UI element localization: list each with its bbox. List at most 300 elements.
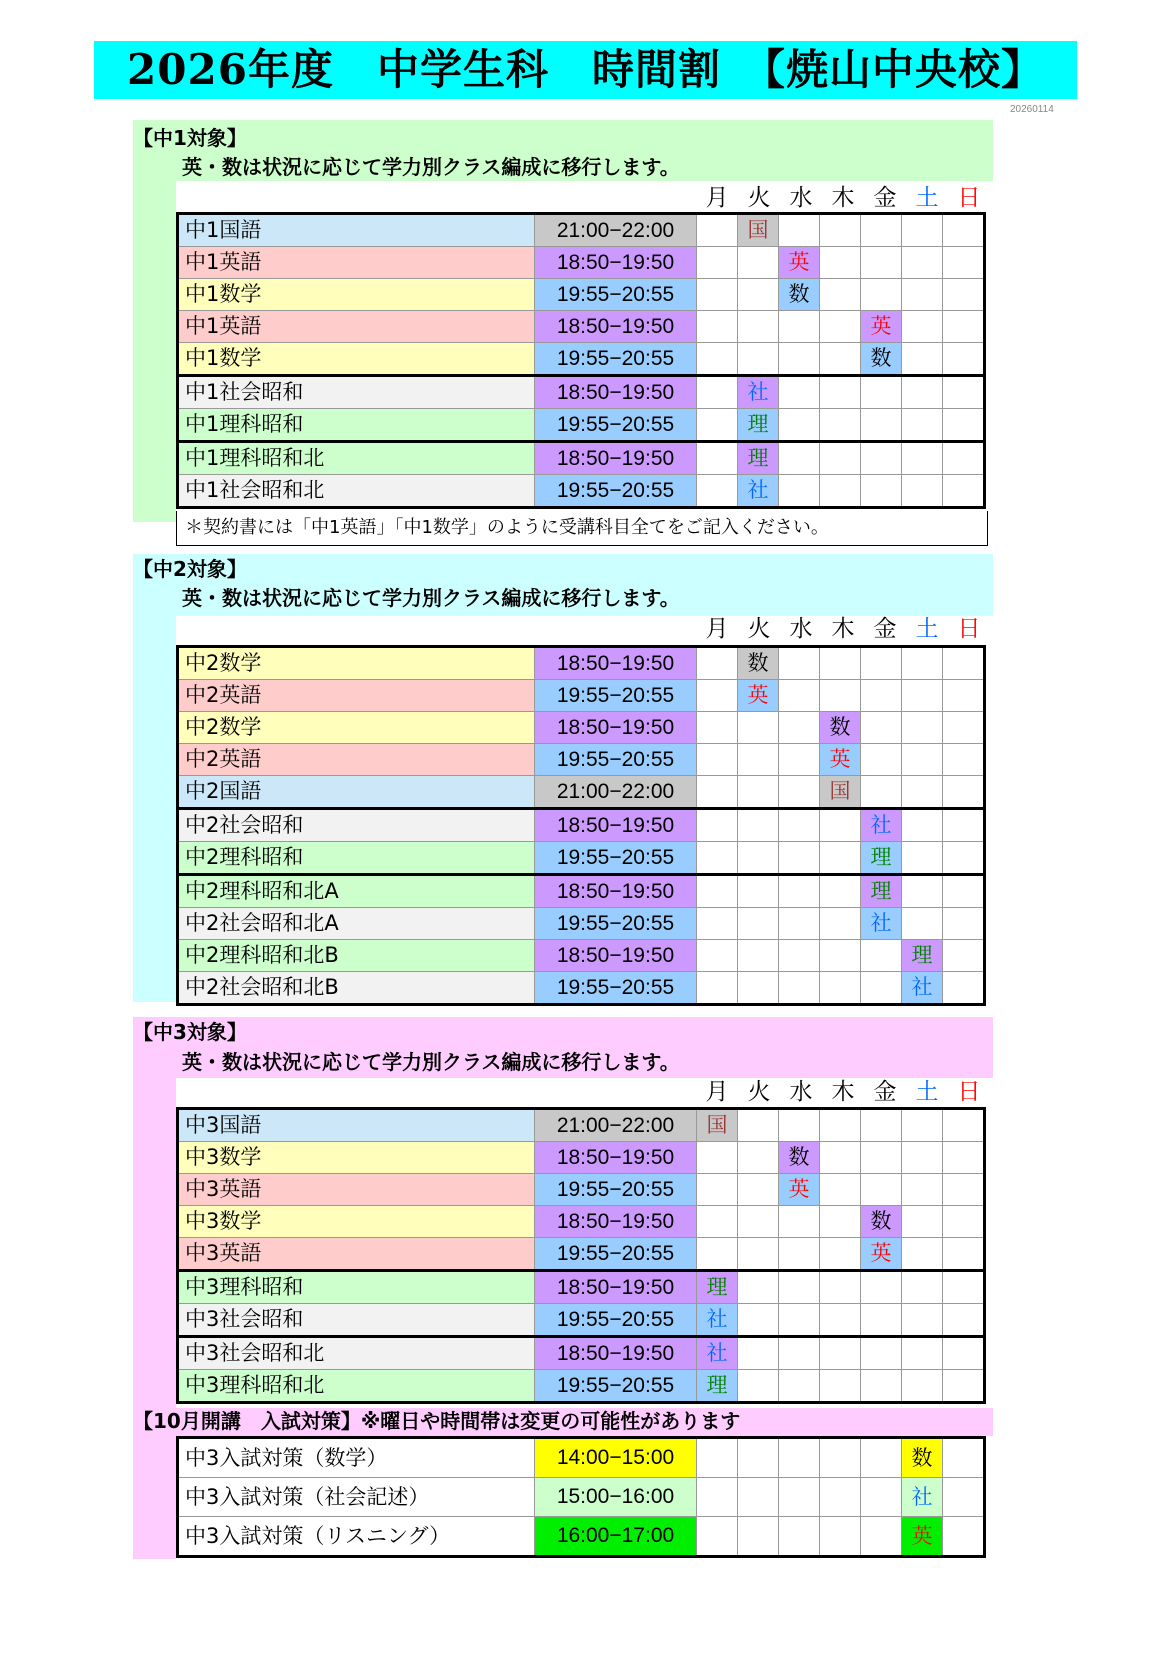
section-header-2: 【中2対象】 xyxy=(133,557,247,581)
course-time: 19:55−20:55 xyxy=(535,1370,697,1403)
day-thu: 木 xyxy=(831,616,855,642)
day-cell xyxy=(697,908,738,940)
day-cell xyxy=(943,972,985,1005)
day-cell xyxy=(697,442,738,475)
course-name: 中2理科昭和北A xyxy=(178,875,535,908)
day-mark: 英 xyxy=(779,247,820,279)
day-mark: 国 xyxy=(738,214,779,247)
day-sun: 日 xyxy=(957,185,981,211)
course-name: 中3英語 xyxy=(178,1238,535,1271)
day-cell xyxy=(943,1238,985,1271)
day-cell xyxy=(861,1337,902,1370)
section-note-1: 英・数は状況に応じて学力別クラス編成に移行します。 xyxy=(182,155,680,179)
table-row xyxy=(178,409,985,442)
day-mark: 社 xyxy=(902,972,943,1005)
day-mark: 社 xyxy=(738,376,779,409)
timetable-grade1 xyxy=(176,212,986,509)
day-cell xyxy=(697,1142,738,1174)
day-cell xyxy=(738,1271,779,1304)
day-cell xyxy=(943,908,985,940)
table-row xyxy=(178,1142,985,1174)
day-mark: 社 xyxy=(697,1337,738,1370)
day-cell xyxy=(943,1517,985,1557)
day-mark: 英 xyxy=(861,1238,902,1271)
course-name: 中1英語 xyxy=(178,247,535,279)
day-mon: 月 xyxy=(705,185,729,211)
day-cell xyxy=(697,279,738,311)
day-cell xyxy=(738,1109,779,1142)
day-cell xyxy=(738,712,779,744)
day-cell xyxy=(697,311,738,343)
day-cell xyxy=(820,1517,861,1557)
day-cell xyxy=(902,1206,943,1238)
day-wed: 水 xyxy=(789,1079,813,1105)
course-time: 19:55−20:55 xyxy=(535,680,697,712)
day-cell xyxy=(779,972,820,1005)
course-name: 中1社会昭和北 xyxy=(178,475,535,508)
day-cell xyxy=(861,1438,902,1478)
course-name: 中2英語 xyxy=(178,744,535,776)
day-cell xyxy=(779,1206,820,1238)
table-row xyxy=(178,809,985,842)
day-cell xyxy=(738,1337,779,1370)
course-time: 18:50−19:50 xyxy=(535,1337,697,1370)
day-cell xyxy=(738,343,779,376)
day-cell xyxy=(779,776,820,809)
day-cell xyxy=(697,712,738,744)
day-mark: 理 xyxy=(738,442,779,475)
day-cell xyxy=(738,1438,779,1478)
day-cell xyxy=(943,409,985,442)
day-cell xyxy=(943,214,985,247)
day-mark: 英 xyxy=(779,1174,820,1206)
day-cell xyxy=(943,680,985,712)
day-cell xyxy=(902,247,943,279)
day-mark: 理 xyxy=(861,842,902,875)
course-time: 19:55−20:55 xyxy=(535,908,697,940)
course-name: 中3社会昭和北 xyxy=(178,1337,535,1370)
timetable-grade3 xyxy=(176,1107,986,1404)
day-cell xyxy=(902,343,943,376)
date-code: 20260114 xyxy=(1010,104,1054,115)
table-row xyxy=(178,1337,985,1370)
day-cell xyxy=(902,1109,943,1142)
day-cell xyxy=(861,409,902,442)
day-cell xyxy=(820,343,861,376)
day-cell xyxy=(861,972,902,1005)
day-mark: 英 xyxy=(820,744,861,776)
course-time: 18:50−19:50 xyxy=(535,875,697,908)
day-cell xyxy=(697,875,738,908)
day-cell xyxy=(779,1238,820,1271)
day-mark: 数 xyxy=(861,343,902,376)
day-cell xyxy=(820,247,861,279)
day-cell xyxy=(820,908,861,940)
day-cell xyxy=(697,1206,738,1238)
table-row xyxy=(178,1517,985,1557)
course-name: 中3入試対策（社会記述） xyxy=(178,1478,535,1517)
day-cell xyxy=(943,247,985,279)
course-name: 中2理科昭和北B xyxy=(178,940,535,972)
day-cell xyxy=(902,842,943,875)
day-mark: 理 xyxy=(738,409,779,442)
day-cell xyxy=(943,1206,985,1238)
day-fri: 金 xyxy=(873,616,897,642)
table-row xyxy=(178,1174,985,1206)
day-cell xyxy=(779,1337,820,1370)
course-time: 19:55−20:55 xyxy=(535,744,697,776)
day-cell xyxy=(902,1370,943,1403)
day-mark: 理 xyxy=(861,875,902,908)
day-cell xyxy=(861,1109,902,1142)
day-cell xyxy=(902,475,943,508)
day-cell xyxy=(820,1238,861,1271)
day-cell xyxy=(779,712,820,744)
day-cell xyxy=(943,809,985,842)
course-time: 18:50−19:50 xyxy=(535,1206,697,1238)
day-cell xyxy=(820,442,861,475)
day-cell xyxy=(902,279,943,311)
day-tue: 火 xyxy=(747,1079,771,1105)
course-name: 中1社会昭和 xyxy=(178,376,535,409)
course-time: 19:55−20:55 xyxy=(535,972,697,1005)
day-cell xyxy=(738,1370,779,1403)
day-thu: 木 xyxy=(831,1079,855,1105)
course-time: 19:55−20:55 xyxy=(535,343,697,376)
table-row xyxy=(178,279,985,311)
day-cell xyxy=(779,1370,820,1403)
day-cell xyxy=(779,214,820,247)
day-cell xyxy=(779,409,820,442)
table-row xyxy=(178,972,985,1005)
day-cell xyxy=(697,809,738,842)
day-cell xyxy=(943,940,985,972)
day-cell xyxy=(861,680,902,712)
course-time: 21:00−22:00 xyxy=(535,214,697,247)
day-cell xyxy=(779,1478,820,1517)
day-cell xyxy=(943,1271,985,1304)
day-cell xyxy=(943,842,985,875)
day-cell xyxy=(861,712,902,744)
day-cell xyxy=(861,1304,902,1337)
day-cell xyxy=(820,1174,861,1206)
course-name: 中2社会昭和北A xyxy=(178,908,535,940)
day-mark: 数 xyxy=(820,712,861,744)
day-mark: 英 xyxy=(738,680,779,712)
day-cell xyxy=(738,279,779,311)
day-cell xyxy=(820,1271,861,1304)
day-cell xyxy=(943,744,985,776)
course-name: 中1数学 xyxy=(178,279,535,311)
table-row xyxy=(178,343,985,376)
day-header-3 xyxy=(696,1077,990,1107)
day-cell xyxy=(779,809,820,842)
day-cell xyxy=(820,1109,861,1142)
table-row xyxy=(178,940,985,972)
day-cell xyxy=(902,311,943,343)
day-cell xyxy=(943,1304,985,1337)
table-row xyxy=(178,1238,985,1271)
table-row xyxy=(178,776,985,809)
table-row xyxy=(178,442,985,475)
day-cell xyxy=(738,1517,779,1557)
day-cell xyxy=(820,279,861,311)
day-cell xyxy=(779,475,820,508)
day-cell xyxy=(738,875,779,908)
day-cell xyxy=(738,1206,779,1238)
section-header-1: 【中1対象】 xyxy=(133,126,247,150)
day-cell xyxy=(697,776,738,809)
day-cell xyxy=(779,442,820,475)
day-cell xyxy=(820,1142,861,1174)
course-time: 18:50−19:50 xyxy=(535,1271,697,1304)
day-cell xyxy=(738,1238,779,1271)
day-cell xyxy=(697,1478,738,1517)
day-mark: 社 xyxy=(738,475,779,508)
course-time: 19:55−20:55 xyxy=(535,1174,697,1206)
day-wed: 水 xyxy=(789,185,813,211)
day-cell xyxy=(861,1478,902,1517)
day-mark: 理 xyxy=(697,1271,738,1304)
day-cell xyxy=(697,376,738,409)
day-cell xyxy=(697,647,738,680)
footnote: ＊契約書には「中1英語」「中1数学」のように受講科目全てをご記入ください。 xyxy=(176,511,988,546)
day-cell xyxy=(820,409,861,442)
day-cell xyxy=(820,376,861,409)
day-mark: 数 xyxy=(738,647,779,680)
day-cell xyxy=(738,311,779,343)
day-mark: 社 xyxy=(697,1304,738,1337)
day-cell xyxy=(779,842,820,875)
day-cell xyxy=(820,1478,861,1517)
day-cell xyxy=(738,809,779,842)
course-name: 中2英語 xyxy=(178,680,535,712)
day-cell xyxy=(902,680,943,712)
table-row xyxy=(178,475,985,508)
day-cell xyxy=(820,647,861,680)
course-name: 中3国語 xyxy=(178,1109,535,1142)
day-mark: 社 xyxy=(902,1478,943,1517)
day-cell xyxy=(861,475,902,508)
day-cell xyxy=(943,442,985,475)
day-cell xyxy=(943,279,985,311)
day-cell xyxy=(738,908,779,940)
day-mark: 英 xyxy=(861,311,902,343)
day-cell xyxy=(779,875,820,908)
day-cell xyxy=(697,972,738,1005)
course-name: 中1英語 xyxy=(178,311,535,343)
day-cell xyxy=(820,475,861,508)
day-mark: 国 xyxy=(820,776,861,809)
day-cell xyxy=(738,776,779,809)
course-name: 中3理科昭和北 xyxy=(178,1370,535,1403)
day-cell xyxy=(738,1142,779,1174)
day-fri: 金 xyxy=(873,185,897,211)
day-cell xyxy=(943,343,985,376)
day-cell xyxy=(861,1174,902,1206)
day-cell xyxy=(943,376,985,409)
course-name: 中2数学 xyxy=(178,712,535,744)
day-mark: 理 xyxy=(697,1370,738,1403)
day-cell xyxy=(902,442,943,475)
course-name: 中3数学 xyxy=(178,1206,535,1238)
section-note-2: 英・数は状況に応じて学力別クラス編成に移行します。 xyxy=(182,586,680,610)
course-time: 16:00−17:00 xyxy=(535,1517,697,1557)
day-cell xyxy=(943,875,985,908)
day-cell xyxy=(902,1142,943,1174)
section-header-3: 【中3対象】 xyxy=(133,1020,247,1044)
table-row xyxy=(178,1271,985,1304)
day-cell xyxy=(820,842,861,875)
day-cell xyxy=(943,1370,985,1403)
day-cell xyxy=(943,1337,985,1370)
course-name: 中1数学 xyxy=(178,343,535,376)
day-fri: 金 xyxy=(873,1079,897,1105)
day-sun: 日 xyxy=(957,616,981,642)
day-mon: 月 xyxy=(705,1079,729,1105)
day-cell xyxy=(697,940,738,972)
day-cell xyxy=(779,1438,820,1478)
day-thu: 木 xyxy=(831,185,855,211)
day-cell xyxy=(820,1337,861,1370)
page-title: 2026年度 中学生科 時間割 【焼山中央校】 xyxy=(94,41,1077,99)
day-cell xyxy=(697,343,738,376)
day-cell xyxy=(779,908,820,940)
day-cell xyxy=(697,409,738,442)
day-cell xyxy=(943,1478,985,1517)
course-name: 中2社会昭和 xyxy=(178,809,535,842)
day-cell xyxy=(697,1174,738,1206)
course-time: 19:55−20:55 xyxy=(535,842,697,875)
course-name: 中3社会昭和 xyxy=(178,1304,535,1337)
day-cell xyxy=(820,940,861,972)
day-cell xyxy=(697,247,738,279)
table-row xyxy=(178,680,985,712)
day-cell xyxy=(943,475,985,508)
day-cell xyxy=(943,1174,985,1206)
day-cell xyxy=(738,972,779,1005)
day-cell xyxy=(902,1174,943,1206)
course-time: 19:55−20:55 xyxy=(535,1304,697,1337)
course-name: 中3入試対策（リスニング） xyxy=(178,1517,535,1557)
course-name: 中2数学 xyxy=(178,647,535,680)
course-name: 中1理科昭和 xyxy=(178,409,535,442)
day-cell xyxy=(820,875,861,908)
day-tue: 火 xyxy=(747,185,771,211)
day-cell xyxy=(820,311,861,343)
day-cell xyxy=(902,712,943,744)
day-cell xyxy=(779,1109,820,1142)
table-row xyxy=(178,376,985,409)
day-cell xyxy=(779,647,820,680)
course-time: 15:00−16:00 xyxy=(535,1478,697,1517)
day-cell xyxy=(902,908,943,940)
day-header-2 xyxy=(696,614,990,644)
day-cell xyxy=(738,1174,779,1206)
table-row xyxy=(178,647,985,680)
table-row xyxy=(178,908,985,940)
day-cell xyxy=(943,1109,985,1142)
day-cell xyxy=(902,1271,943,1304)
day-cell xyxy=(902,376,943,409)
day-cell xyxy=(861,1370,902,1403)
day-cell xyxy=(779,376,820,409)
day-mark: 社 xyxy=(861,809,902,842)
course-name: 中2社会昭和北B xyxy=(178,972,535,1005)
day-sat: 土 xyxy=(915,1079,939,1105)
day-cell xyxy=(820,1206,861,1238)
day-cell xyxy=(861,940,902,972)
course-name: 中3英語 xyxy=(178,1174,535,1206)
day-cell xyxy=(697,214,738,247)
table-row xyxy=(178,744,985,776)
day-cell xyxy=(820,680,861,712)
day-cell xyxy=(697,680,738,712)
course-time: 18:50−19:50 xyxy=(535,809,697,842)
day-cell xyxy=(861,744,902,776)
day-cell xyxy=(902,409,943,442)
course-name: 中1国語 xyxy=(178,214,535,247)
day-cell xyxy=(943,712,985,744)
course-time: 19:55−20:55 xyxy=(535,279,697,311)
day-cell xyxy=(861,279,902,311)
day-cell xyxy=(943,1142,985,1174)
timetable-exam-prep xyxy=(176,1436,986,1558)
course-name: 中2国語 xyxy=(178,776,535,809)
day-cell xyxy=(861,647,902,680)
day-sat: 土 xyxy=(915,185,939,211)
course-time: 18:50−19:50 xyxy=(535,311,697,343)
day-cell xyxy=(820,972,861,1005)
course-time: 19:55−20:55 xyxy=(535,409,697,442)
day-cell xyxy=(697,842,738,875)
day-mark: 理 xyxy=(902,940,943,972)
table-row xyxy=(178,842,985,875)
table-row xyxy=(178,712,985,744)
day-cell xyxy=(779,1271,820,1304)
day-cell xyxy=(697,1238,738,1271)
day-cell xyxy=(902,1337,943,1370)
table-row xyxy=(178,875,985,908)
day-cell xyxy=(902,1304,943,1337)
table-row xyxy=(178,1304,985,1337)
day-mon: 月 xyxy=(705,616,729,642)
day-cell xyxy=(697,475,738,508)
day-cell xyxy=(902,809,943,842)
day-cell xyxy=(902,776,943,809)
day-sat: 土 xyxy=(915,616,939,642)
day-sun: 日 xyxy=(957,1079,981,1105)
section-header-exam: 【10月開講 入試対策】※曜日や時間帯は変更の可能性があります xyxy=(133,1409,741,1433)
day-wed: 水 xyxy=(789,616,813,642)
course-name: 中1理科昭和北 xyxy=(178,442,535,475)
day-mark: 国 xyxy=(697,1109,738,1142)
course-time: 18:50−19:50 xyxy=(535,247,697,279)
day-mark: 数 xyxy=(861,1206,902,1238)
day-cell xyxy=(779,940,820,972)
day-cell xyxy=(697,1438,738,1478)
course-time: 18:50−19:50 xyxy=(535,712,697,744)
course-time: 18:50−19:50 xyxy=(535,1142,697,1174)
day-cell xyxy=(861,1142,902,1174)
course-time: 19:55−20:55 xyxy=(535,475,697,508)
table-row xyxy=(178,247,985,279)
day-mark: 英 xyxy=(902,1517,943,1557)
day-mark: 社 xyxy=(861,908,902,940)
course-time: 14:00−15:00 xyxy=(535,1438,697,1478)
day-header-1 xyxy=(696,183,990,213)
course-time: 18:50−19:50 xyxy=(535,940,697,972)
